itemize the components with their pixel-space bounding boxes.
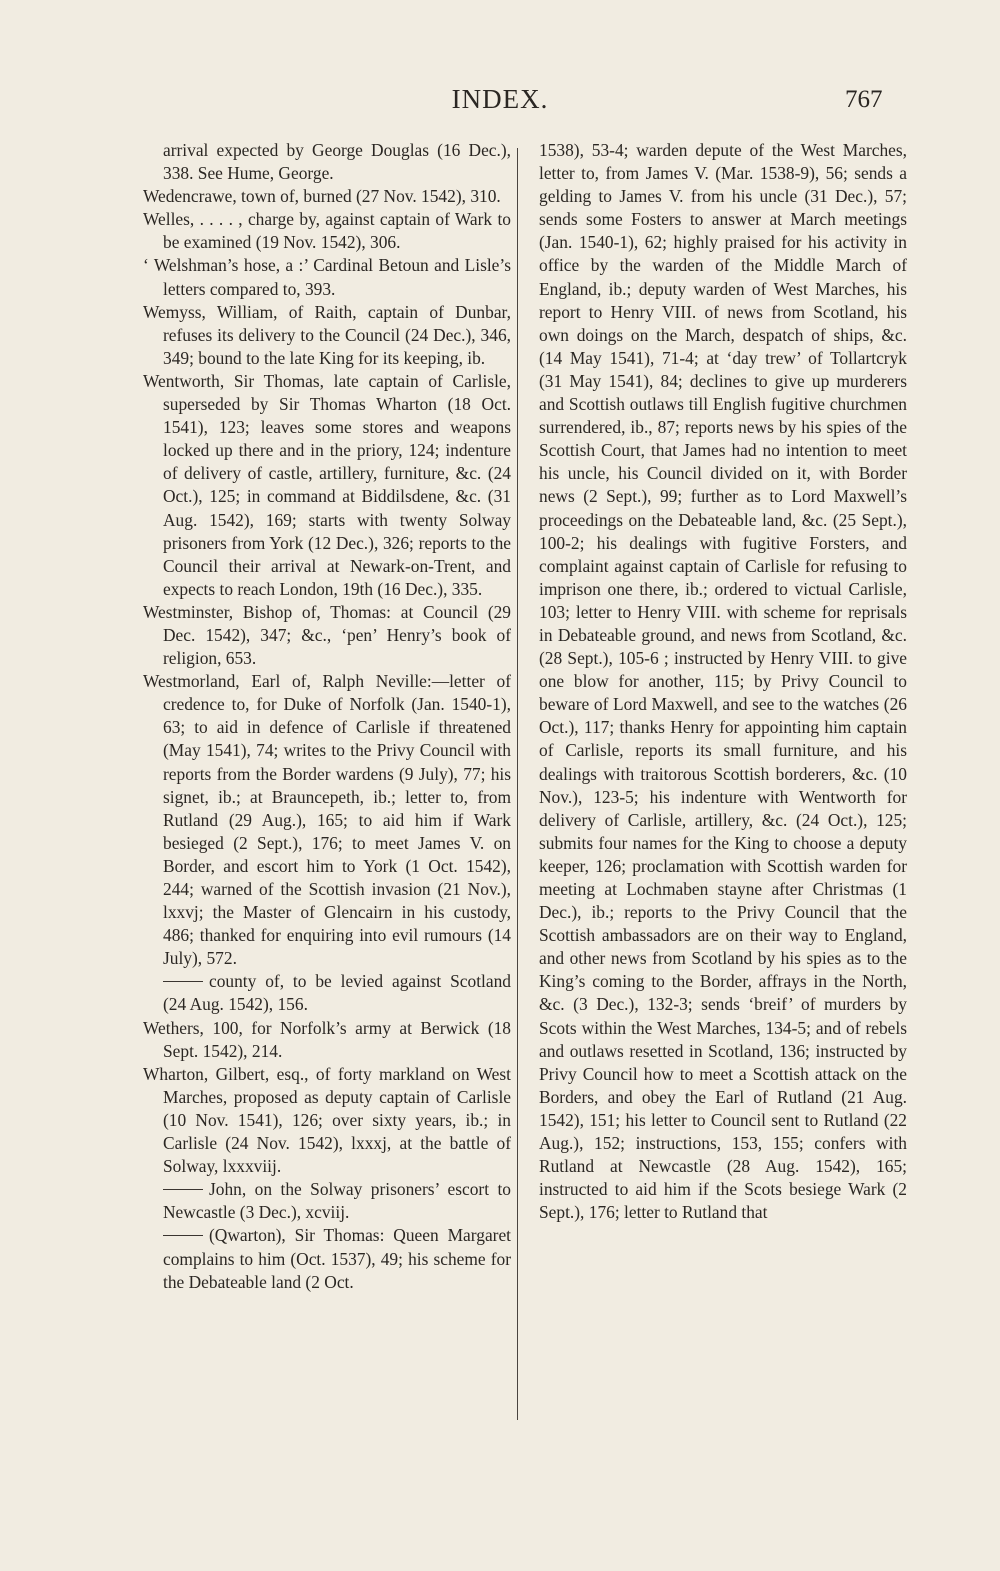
ditto-dash: [163, 981, 203, 982]
sub-entry-text: county of, to be levied against Scotland (24 Aug. 1542), 156.: [163, 971, 511, 1015]
ditto-dash: [163, 1189, 203, 1190]
index-entry-continuation: 1538), 53-4; warden depute of the West Marches, letter to, from James V. (Mar. 1538-9), 56; sends a gelding to James V. from his uncle (31 Dec.), 57; sends some Fosters to answer at March meetings (Jan. 1540-1), 62; highly praised for his activity in office by the warden of the Middle March of England, ib.; deputy warden of West Marches, his report to Henry VIII. of news from Scotland, his own doings on the March, despatch of ships, &c. (14 May 1541), 71-4; at ‘day trew’ of Tollartcryk (31 May 1541), 84; declines to give up murderers and Scottish outlaws till English fugitive churchmen surrendered, ib., 87; reports news by his spies of the Scottish Court, that James had no intention to meet his uncle, his Council divided on it, with Border news (2 Sept.), 99; further as to Lord Maxwell’s proceedings on the Debateable land, &c. (25 Sept.), 100-2; his dealings with fugitive Forsters, and complaint against captain of Carlisle for refusing to imprison one there, ib.; ordered to victual Carlisle, 103; letter to Henry VIII. with scheme for reprisals in Debateable ground, and news from Scotland, &c. (28 Sept.), 105-6 ; instructed by Henry VIII. to give one blow for another, 115; by Privy Council to beware of Lord Maxwell, and see to the watches (26 Oct.), 117; thanks Henry for appointing him captain of Carlisle, reports its small furniture, and his dealings with traitorous Scottish borderers, &c. (10 Nov.), 123-5; his indenture with Wentworth for delivery of Carlisle, artillery, &c. (24 Oct.), 125; submits four names for the King to choose a deputy keeper, 126; proclamation with Scottish warden for meeting at Lochmaben stayne after Christmas (1 Dec.), ib.; reports to the Privy Council that the Scottish ambassadors are on their way to England, and other news from Scotland by his spies as to the King’s coming to the Border, affrays in the North, &c. (3 Dec.), 132-3; sends ‘breif’ of murders by Scots within the West Marches, 134-5; and of rebels and outlaws resetted in Scotland, 136; instructed by Privy Council how to meet a Scottish attack on the Borders, and obey the Earl of Rutland (21 Aug. 1542), 151; his letter to Council sent to Rutland (22 Aug.), 152; instructions, 153, 155; confers with Rutland at Newcastle (28 Aug. 1542), 165; instructed to aid him if the Scots besiege Wark (2 Sept.), 176; letter to Rutland that: [539, 140, 907, 1223]
left-column: [143, 139, 511, 1529]
index-entry: Wethers, 100, for Norfolk’s army at Berwick (18 Sept. 1542), 214.: [143, 1017, 511, 1061]
index-entry: Wentworth, Sir Thomas, late captain of Carlisle, superseded by Sir Thomas Wharton (18 Oct. 1541), 123; leaves some stores and weapons locked up there and in the priory, 124; indenture of delivery of castle, artillery, furniture, &c. (24 Oct.), 125; in command at Biddilsdene, &c. (31 Aug. 1542), 169; starts with twenty Solway prisoners from York (12 Dec.), 326; reports to the Council their arrival at Newark-on-Trent, and expects to reach London, 19th (16 Dec.), 335.: [143, 370, 511, 599]
ditto-dash: [163, 1235, 203, 1236]
index-sub-entry: [143, 1178, 511, 1224]
index-entry: Wharton, Gilbert, esq., of forty markland on West Marches, proposed as deputy captain of Carlisle (10 Nov. 1541), 126; over sixty years, ib.; in Carlisle (24 Nov. 1542), lxxxj, at the battle of Solway, lxxxviij.: [143, 1063, 511, 1177]
index-entry: Westmorland, Earl of, Ralph Neville:—letter of credence to, for Duke of Norfolk (Jan. 1540-1), 63; to aid in defence of Carlisle if threatened (May 1541), 74; writes to the Privy Council with reports from the Border wardens (9 July), 77; his signet, ib.; at Brauncepeth, ib.; letter to, from Rutland (29 Aug.), 165; to aid him if Wark besieged (2 Sept.), 176; to meet James V. on Border, and escort him to York (1 Oct. 1542), 244; warned of the Scottish invasion (21 Nov.), lxxvj; the Master of Glencairn in his custody, 486; thanked for enquiring into evil rumours (14 July), 572.: [143, 671, 511, 969]
page-number: 767: [845, 86, 883, 113]
sub-entry-text: John, on the Solway prisoners’ escort to Newcastle (3 Dec.), xcviij.: [163, 1179, 511, 1223]
index-entry: Wemyss, William, of Raith, captain of Dunbar, refuses its delivery to the Council (24 Dec.), 346, 349; bound to the late King for its keeping, ib.: [143, 301, 511, 368]
sub-entry-text: (Qwarton), Sir Thomas: Queen Margaret complains to him (Oct. 1537), 49; his scheme for the Debateable land (2 Oct.: [163, 1225, 511, 1292]
index-entry: Welles, . . . . , charge by, against captain of Wark to be examined (19 Nov. 1542), 306.: [143, 209, 511, 253]
index-entry: Westminster, Bishop of, Thomas: at Council (29 Dec. 1542), 347; &c., ‘pen’ Henry’s book of religion, 653.: [143, 601, 511, 669]
index-entry: ‘ Welshman’s hose, a :’ Cardinal Betoun and Lisle’s letters compared to, 393.: [143, 255, 511, 299]
index-entry: Wedencrawe, town of, burned (27 Nov. 1542), 310.: [143, 186, 501, 207]
column-divider: [517, 148, 518, 1420]
page-title: INDEX.: [451, 84, 549, 114]
index-entry: arrival expected by George Douglas (16 Dec.), 338. See Hume, George.: [163, 140, 511, 184]
index-sub-entry: [143, 970, 511, 1016]
index-sub-entry: [143, 1224, 511, 1293]
right-column: [539, 139, 907, 1529]
